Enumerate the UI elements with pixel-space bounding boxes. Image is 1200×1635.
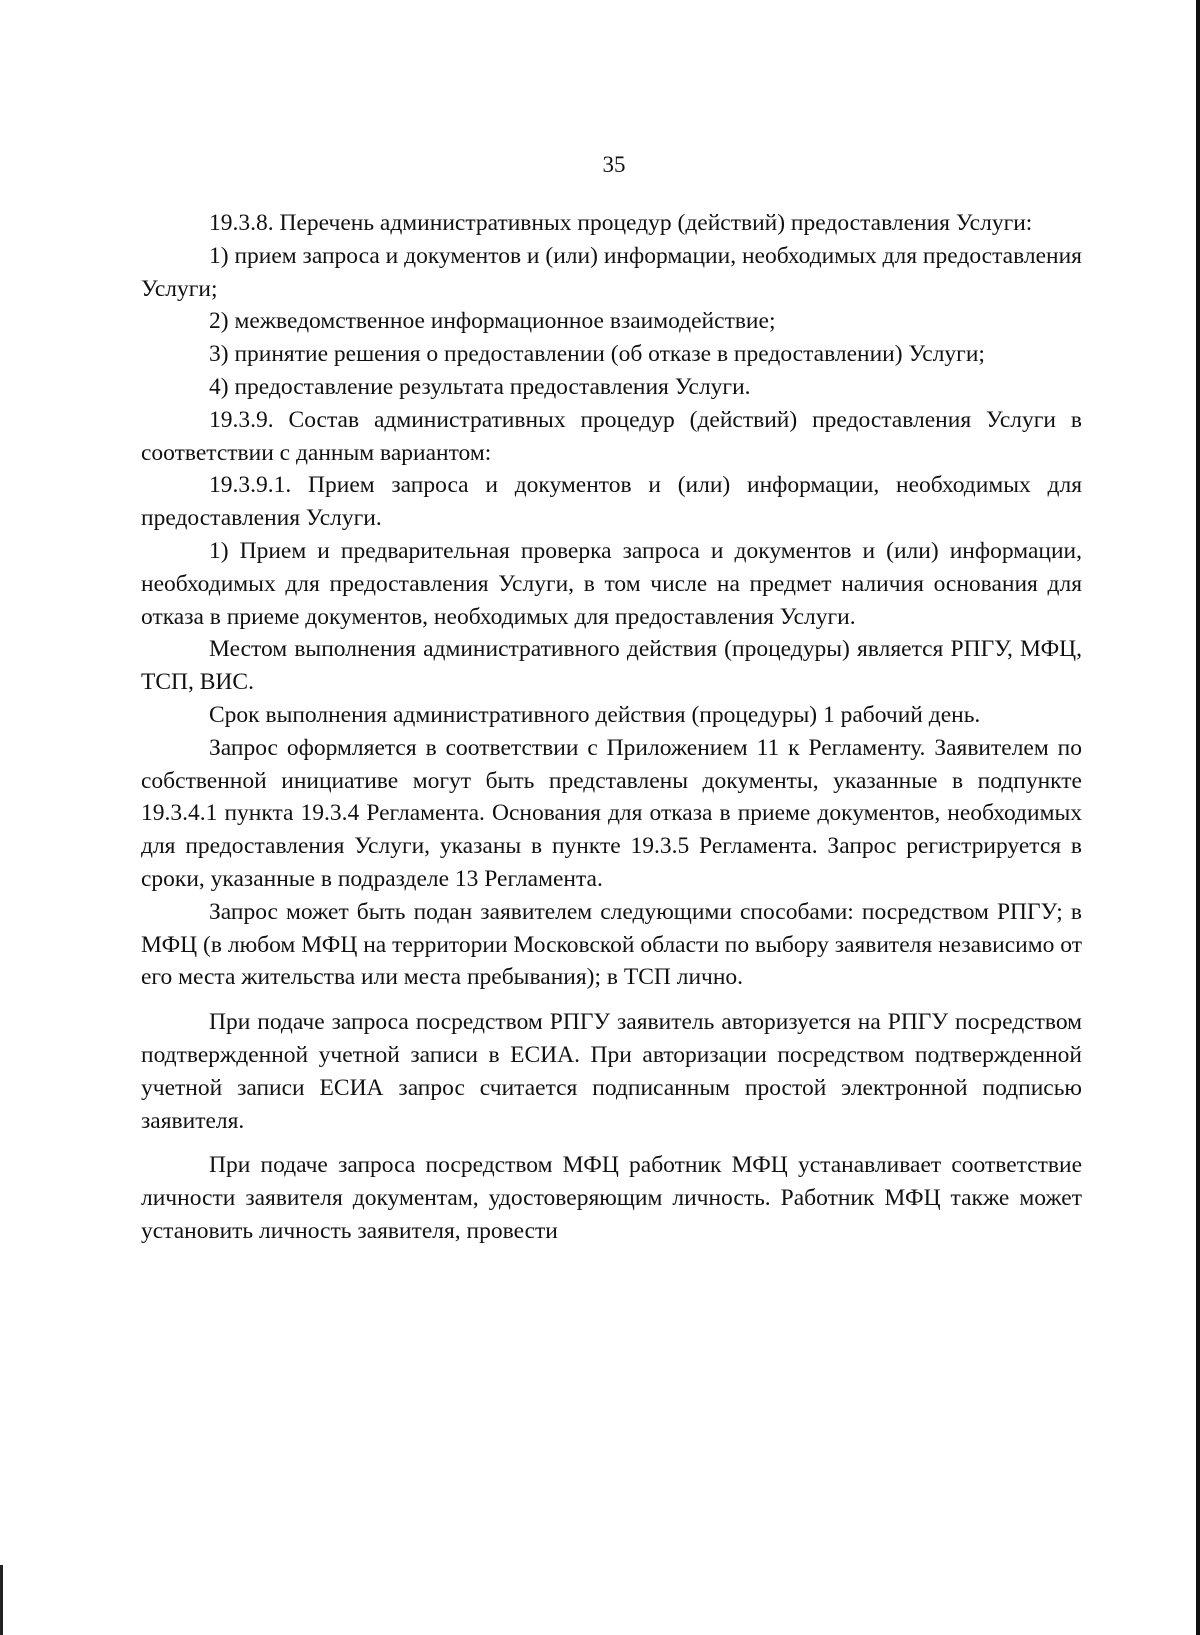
paragraph-19-3-9-1: 19.3.9.1. Прием запроса и документов и (или) информации, необходимых для предоставления Услуги. <box>141 472 1082 532</box>
paragraph-rpgu-auth: При подаче запроса посредством РПГУ заявитель авторизуется на РПГУ посредством подтвержденной учетной записи в ЕСИА. При авторизации посредством подтвержденной учетной записи ЕСИА запрос считается подписанным простой электронной подписью заявителя. <box>141 1009 1082 1134</box>
list-item-3: 3) принятие решения о предоставлении (об отказе в предоставлении) Услуги; <box>209 341 985 368</box>
paragraph-submission-methods: Запрос может быть подан заявителем следующими способами: посредством РПГУ; в МФЦ (в любом МФЦ на территории Московской области по выбору заявителя независимо от его места жительства или места пребывания); в ТСП лично. <box>141 898 1082 991</box>
paragraph-place: Местом выполнения административного действия (процедуры) является РПГУ, МФЦ, ТСП, ВИС. <box>141 636 1082 696</box>
paragraph-19-3-9: 19.3.9. Состав административных процедур (действий) предоставления Услуги в соответствии с данным вариантом: <box>141 406 1082 466</box>
list-item-2: 2) межведомственное информационное взаимодействие; <box>209 308 776 335</box>
paragraph-term: Срок выполнения административного действия (процедуры) 1 рабочий день. <box>209 701 981 728</box>
document-body <box>141 207 1082 1248</box>
scan-edge-right <box>1196 0 1200 1635</box>
paragraph-request-form: Запрос оформляется в соответствии с Приложением 11 к Регламенту. Заявителем по собственной инициативе могут быть представлены документы, указанные в подпункте 19.3.4.1 пункта 19.3.4 Регламента. Основания для отказа в приеме документов, необходимых для предоставления Услуги, указаны в пункте 19.3.5 Регламента. Запрос регистрируется в сроки, указанные в подразделе 13 Регламента. <box>141 734 1082 892</box>
paragraph-mfc-identity: При подаче запроса посредством МФЦ работник МФЦ устанавливает соответствие личности заявителя документам, удостоверяющим личность. Работник МФЦ также может установить личность заявителя, провести <box>141 1152 1082 1244</box>
paragraph-reception-check: 1) Прием и предварительная проверка запроса и документов и (или) информации, необходимых для предоставления Услуги, в том числе на предмет наличия основания для отказа в приеме документов, необходимых для предоставления Услуги. <box>141 537 1082 630</box>
scan-edge-left <box>0 1565 3 1635</box>
list-item-4: 4) предоставление результата предоставления Услуги. <box>209 373 751 400</box>
list-item-1: 1) прием запроса и документов и (или) информации, необходимых для предоставления Услуги; <box>141 242 1082 302</box>
paragraph-19-3-8: 19.3.8. Перечень административных процедур (действий) предоставления Услуги: <box>209 210 1033 236</box>
page-number: 35 <box>602 152 626 177</box>
